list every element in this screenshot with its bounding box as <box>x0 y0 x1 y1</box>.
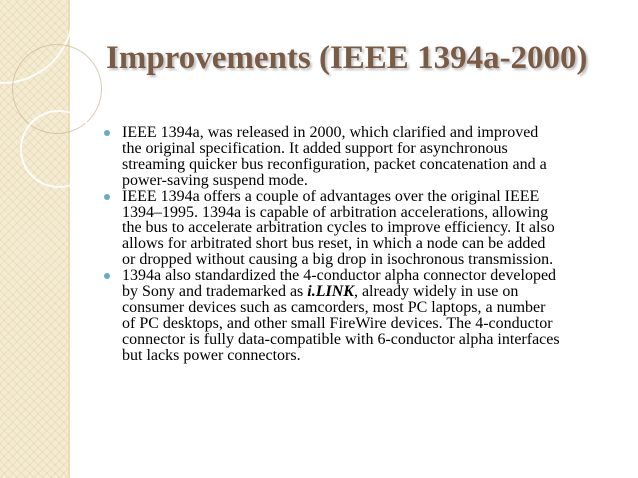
bullet-marker-icon <box>104 194 110 200</box>
bullet-3-line-6: but lacks power connectors. <box>122 346 301 364</box>
bullet-3-line-5: connector is fully data-compatible with 6-conductor alpha interfaces <box>122 330 560 348</box>
bullet-list <box>104 125 624 364</box>
bullet-marker-icon <box>104 130 110 136</box>
bullet-3-line-3: consumer devices such as camcorders, most PC laptops, a number <box>122 298 546 316</box>
bullet-item-3 <box>104 268 624 363</box>
bullet-2-line-2: 1394–1995. 1394a is capable of arbitration accelerations, allowing <box>122 203 549 221</box>
bullet-1-line-2: the original specification. It added support for asynchronous <box>122 139 508 157</box>
bullet-3-line-2 <box>122 284 624 300</box>
slide-title: Improvements (IEEE 1394a-2000) <box>106 40 588 76</box>
bullet-3-line-4: of PC desktops, and other small FireWire devices. The 4-conductor <box>122 314 553 332</box>
bullet-item-2 <box>104 189 624 269</box>
bullet-marker-icon <box>104 273 110 279</box>
ilink-trademark: i.LINK <box>307 283 354 301</box>
bullet-3-line-2-pre: by Sony and trademarked as <box>122 283 308 301</box>
bullet-2-line-5: or dropped without causing a big drop in isochronous transmission. <box>122 251 554 269</box>
bullet-1-line-3: streaming quicker bus reconfiguration, packet concatenation and a <box>122 155 547 173</box>
bullet-2-line-3: the bus to accelerate arbitration cycles to improve efficiency. It also <box>122 219 555 237</box>
bullet-item-1 <box>104 125 624 189</box>
bullet-3-line-1: 1394a also standardized the 4-conductor alpha connector developed <box>122 267 557 285</box>
decorative-circle-lower <box>20 110 98 188</box>
bullet-2-line-1: IEEE 1394a offers a couple of advantages over the original IEEE <box>122 187 540 205</box>
bullet-3-line-2-post: , already widely in use on <box>353 283 519 301</box>
bullet-2-line-4: allows for arbitrated short bus reset, in which a node can be added <box>122 235 546 253</box>
bullet-1-line-4: power-saving suspend mode. <box>122 171 308 189</box>
bullet-1-line-1: IEEE 1394a, was released in 2000, which clarified and improved <box>122 124 539 141</box>
